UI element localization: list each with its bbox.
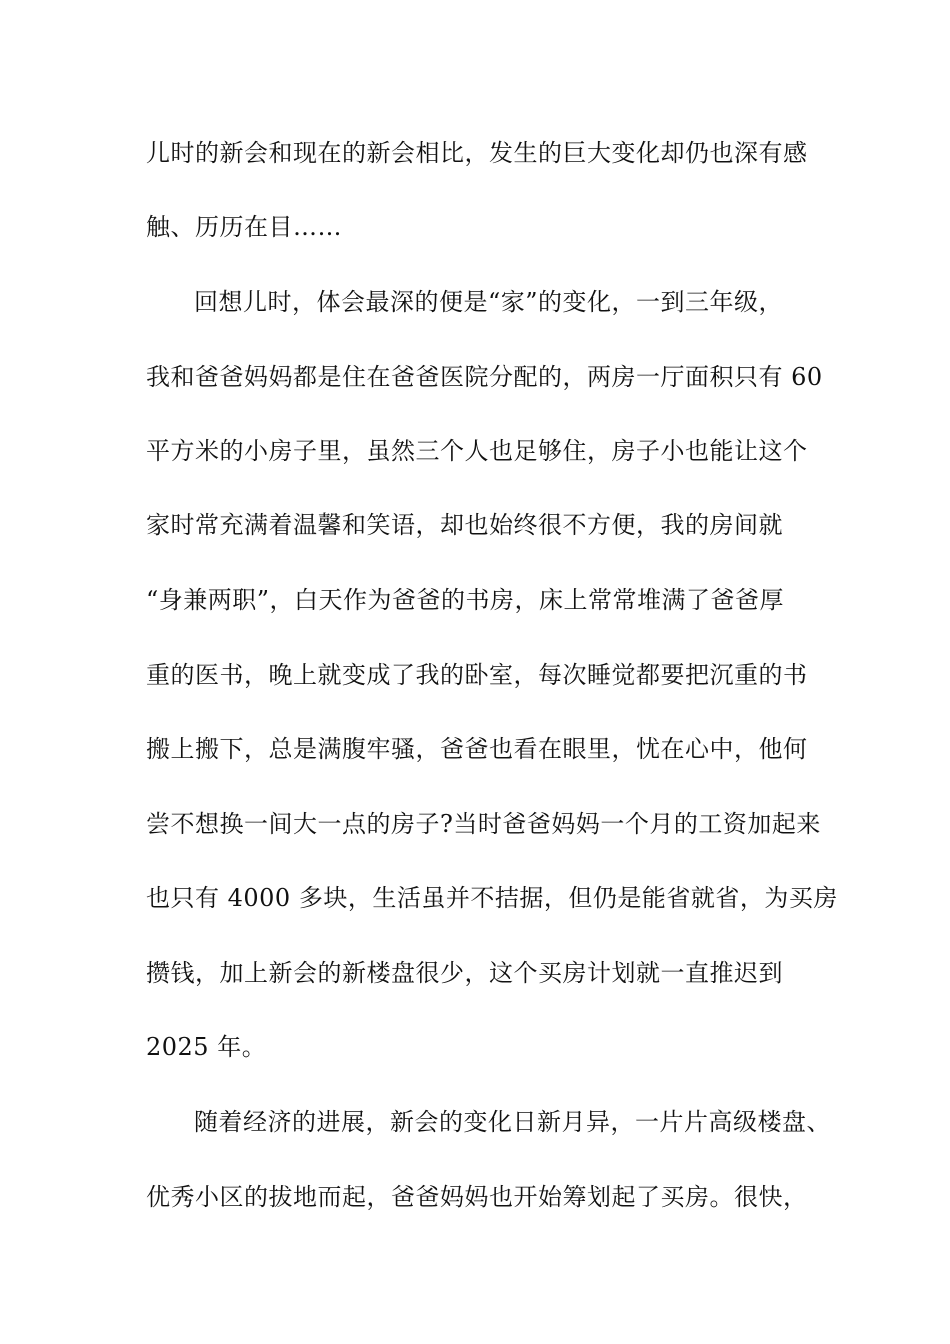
text-line: “身兼两职”，白天作为爸爸的书房，床上常常堆满了爸爸厚 — [146, 586, 785, 614]
text-line: 搬上搬下，总是满腹牢骚，爸爸也看在眼里，忧在心中，他何 — [146, 735, 808, 763]
paragraph-start-line: 随着经济的进展，新会的变化日新月异，一片片高级楼盘、 — [194, 1108, 831, 1136]
text-line: 重的医书，晚上就变成了我的卧室，每次睡觉都要把沉重的书 — [146, 661, 808, 689]
text-line: 家时常充满着温馨和笑语，却也始终很不方便，我的房间就 — [146, 511, 783, 539]
text-line: 我和爸爸妈妈都是住在爸爸医院分配的，两房一厅面积只有 60 — [146, 363, 823, 391]
text-line: 儿时的新会和现在的新会相比，发生的巨大变化却仍也深有感 — [146, 139, 808, 167]
text-line: 平方米的小房子里，虽然三个人也足够住，房子小也能让这个 — [146, 437, 808, 465]
text-line: 攒钱，加上新会的新楼盘很少，这个买房计划就一直推迟到 — [146, 959, 783, 987]
paragraph-start-line: 回想儿时，体会最深的便是“家”的变化，一到三年级， — [194, 288, 784, 316]
text-line: 触、历历在目…… — [146, 213, 342, 241]
text-line: 尝不想换一间大一点的房子?当时爸爸妈妈一个月的工资加起来 — [146, 810, 821, 838]
text-line: 2025 年。 — [146, 1033, 267, 1061]
text-line: 也只有 4000 多块，生活虽并不拮据，但仍是能省就省，为买房 — [146, 884, 838, 912]
text-line: 优秀小区的拔地而起，爸爸妈妈也开始筹划起了买房。很快， — [146, 1183, 808, 1211]
